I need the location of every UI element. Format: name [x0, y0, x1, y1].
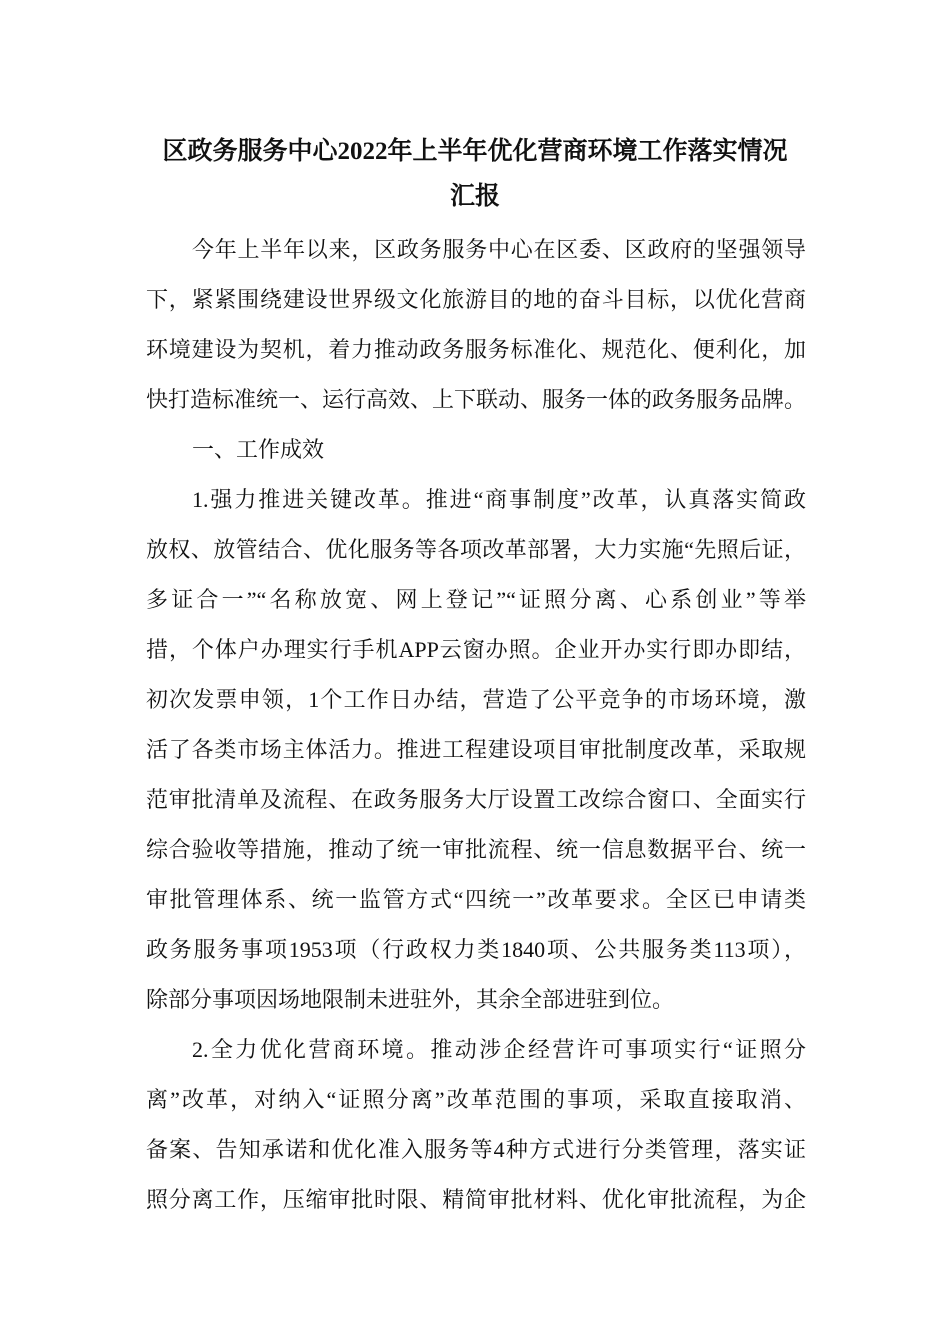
section-heading: 一、工作成效 — [192, 437, 325, 462]
item2-line: 2.全力优化营商环境。推动涉企经营许可事项实行“证照分 — [192, 1037, 806, 1062]
item1-line: 活了各类市场主体活力。推进工程建设项目审批制度改革，采取规 — [146, 737, 806, 762]
intro-line: 今年上半年以来，区政务服务中心在区委、区政府的坚强领导 — [192, 237, 806, 262]
item2-line: 离”改革，对纳入“证照分离”改革范围的事项，采取直接取消、 — [146, 1087, 806, 1112]
item1-line: 多证合一”“名称放宽、网上登记”“证照分离、心系创业”等举 — [146, 587, 806, 612]
intro-line: 环境建设为契机，着力推动政务服务标准化、规范化、便利化，加 — [146, 337, 806, 362]
item1-line: 政务服务事项1953项（行政权力类1840项、公共服务类113项）， — [146, 937, 806, 962]
item1-line: 初次发票申领，1个工作日办结，营造了公平竞争的市场环境，激 — [146, 687, 806, 712]
document-title-line2: 汇报 — [449, 183, 500, 210]
item1-line: 1.强力推进关键改革。推进“商事制度”改革，认真落实简政 — [192, 487, 806, 512]
item1-line: 放权、放管结合、优化服务等各项改革部署，大力实施“先照后证， — [146, 537, 806, 562]
intro-line: 快打造标准统一、运行高效、上下联动、服务一体的政务服务品牌。 — [146, 387, 807, 412]
item1-line: 审批管理体系、统一监管方式“四统一”改革要求。全区已申请类 — [146, 887, 806, 912]
item1-line: 综合验收等措施，推动了统一审批流程、统一信息数据平台、统一 — [146, 837, 806, 862]
item1-line: 除部分事项因场地限制未进驻外，其余全部进驻到位。 — [146, 987, 675, 1012]
item1-line: 措，个体户办理实行手机APP云窗办照。企业开办实行即办即结， — [146, 637, 806, 662]
item2-line: 照分离工作，压缩审批时限、精简审批材料、优化审批流程，为企 — [146, 1187, 806, 1212]
item2-line: 备案、告知承诺和优化准入服务等4种方式进行分类管理，落实证 — [146, 1137, 806, 1162]
document-title-line1: 区政务服务中心2022年上半年优化营商环境工作落实情况 — [162, 138, 788, 165]
item1-line: 范审批清单及流程、在政务服务大厅设置工改综合窗口、全面实行 — [146, 787, 806, 812]
intro-line: 下，紧紧围绕建设世界级文化旅游目的地的奋斗目标，以优化营商 — [146, 287, 806, 312]
